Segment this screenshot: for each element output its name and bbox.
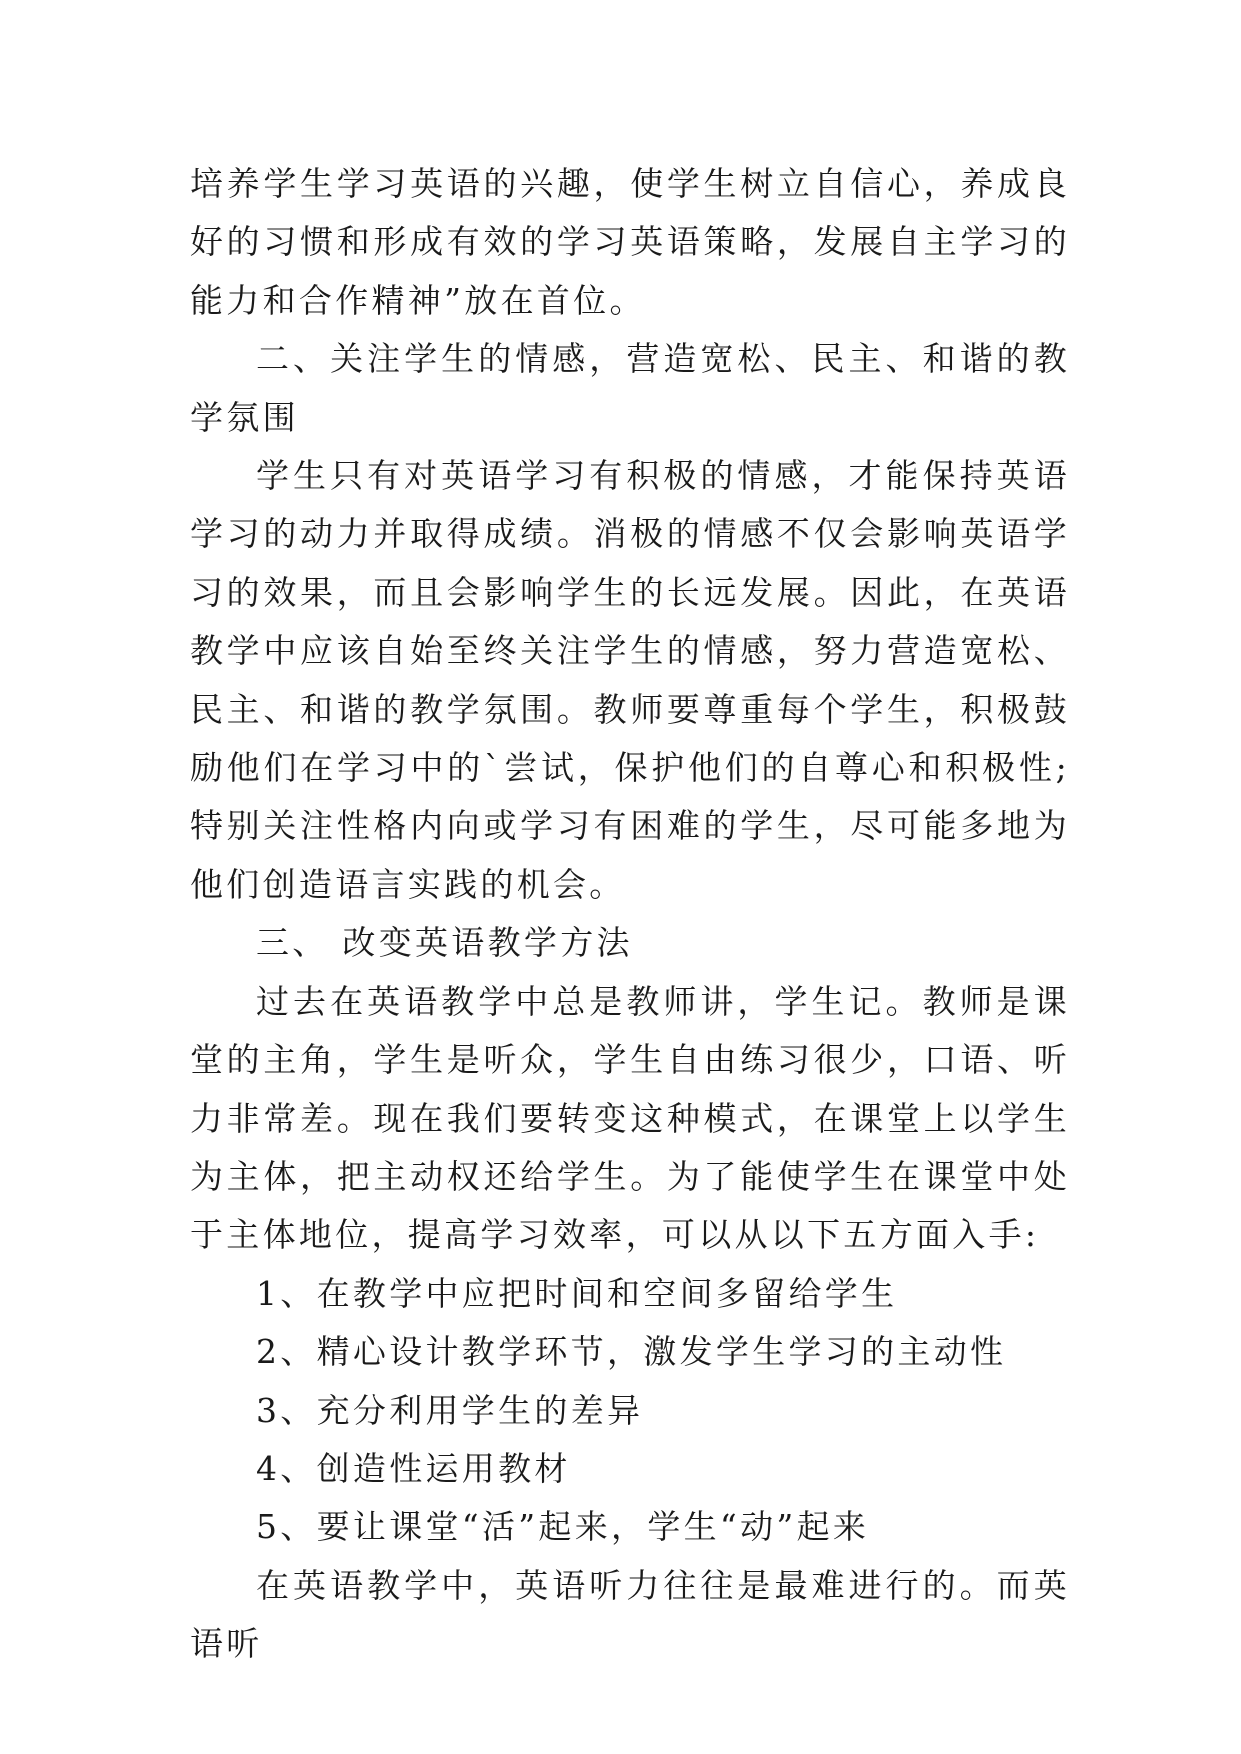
- paragraph-3: 过去在英语教学中总是教师讲，学生记。教师是课堂的主角，学生是听众，学生自由练习很少，口语、听力非常差。现在我们要转变这种模式，在课堂上以学生为主体，把主动权还给学生。为了能使学生在课堂中处于主体地位，提高学习效率，可以从以下五方面入手:: [190, 981, 1070, 1255]
- list-item-1: 1、在教学中应把时间和空间多留给学生: [256, 1273, 898, 1313]
- list-item-4: 4、创造性运用教材: [256, 1448, 571, 1488]
- heading-section-3: 三、 改变英语教学方法: [256, 923, 633, 963]
- paragraph-1: 培养学生学习英语的兴趣，使学生树立自信心，养成良好的习惯和形成有效的学习英语策略，发展自主学习的能力和合作精神”放在首位。: [190, 164, 1070, 320]
- list-item-5: 5、要让课堂“活”起来，学生“动”起来: [256, 1507, 870, 1547]
- document-body: [190, 155, 1070, 1674]
- paragraph-2: 学生只有对英语学习有积极的情感，才能保持英语学习的动力并取得成绩。消极的情感不仅会影响英语学习的效果，而且会影响学生的长远发展。因此，在英语教学中应该自始至终关注学生的情感，努力营造宽松、民主、和谐的教学氛围。教师要尊重每个学生，积极鼓励他们在学习中的`尝试，保护他们的自尊心和积极性;特别关注性格内向或学习有困难的学生，尽可能多地为他们创造语言实践的机会。: [190, 456, 1070, 904]
- list-item-2: 2、精心设计教学环节，激发学生学习的主动性: [256, 1332, 1007, 1372]
- paragraph-4: 在英语教学中，英语听力往往是最难进行的。而英语听: [190, 1565, 1070, 1664]
- list-item-3: 3、充分利用学生的差异: [256, 1390, 644, 1430]
- heading-section-2: 二、关注学生的情感，营造宽松、民主、和谐的教学氛围: [190, 339, 1070, 437]
